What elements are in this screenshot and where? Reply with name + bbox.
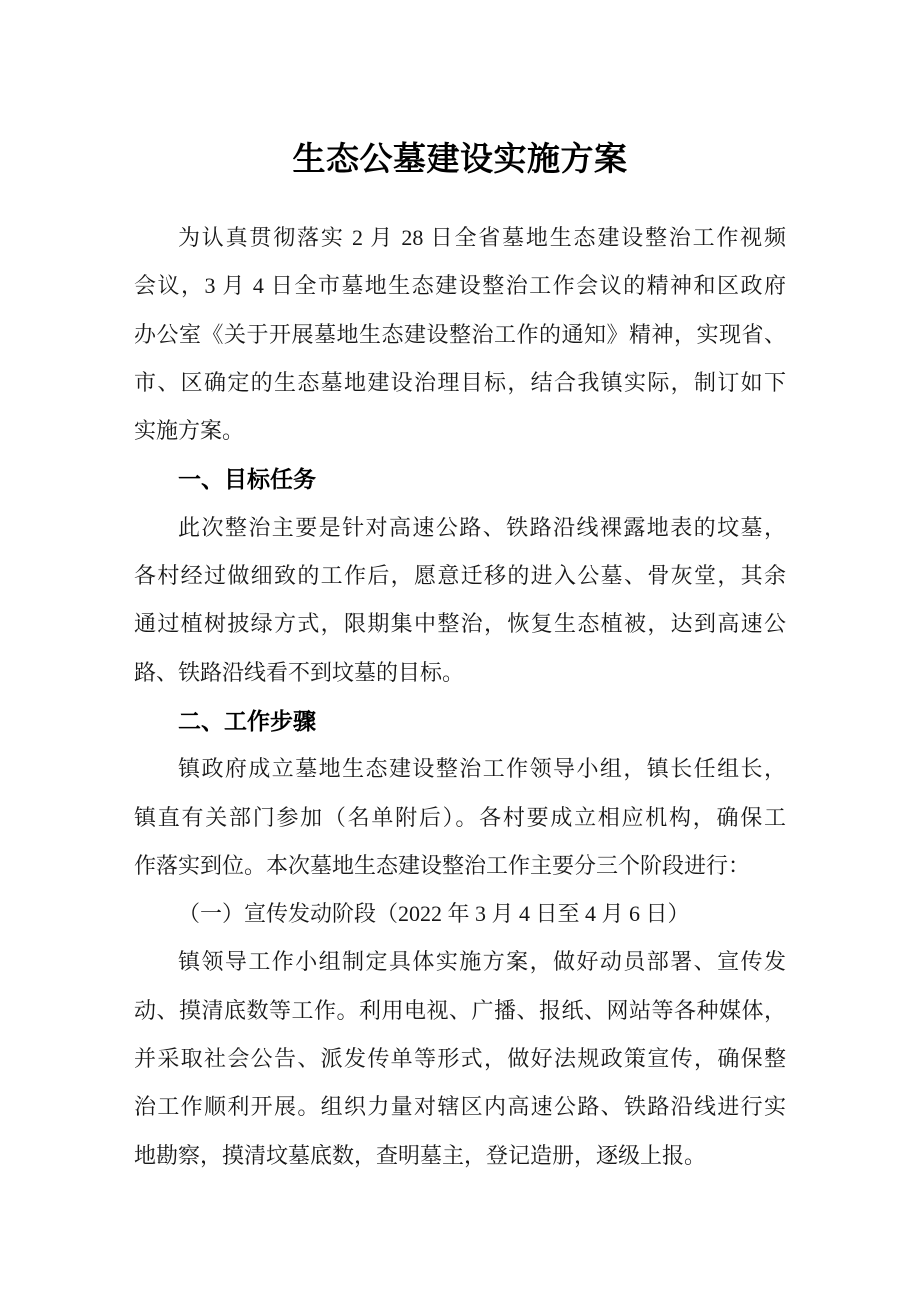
section-1-paragraph-line: 各村经过做细致的工作后，愿意迁移的进入公墓、骨灰堂，其余 bbox=[134, 563, 786, 589]
stage-1-paragraph-line: 治工作顺利开展。组织力量对辖区内高速公路、铁路沿线进行实 bbox=[134, 1094, 786, 1120]
stage-1-paragraph-line: 动、摸清底数等工作。利用电视、广播、报纸、网站等各种媒体， bbox=[134, 997, 786, 1023]
intro-paragraph-line: 会议，3 月 4 日全市墓地生态建设整治工作会议的精神和区政府 bbox=[134, 273, 786, 299]
section-1-paragraph-line: 路、铁路沿线看不到坟墓的目标。 bbox=[134, 659, 465, 685]
section-1-paragraph-line: 通过植树披绿方式，限期集中整治，恢复生态植被，达到高速公 bbox=[134, 611, 786, 637]
section-1-paragraph-line: 此次整治主要是针对高速公路、铁路沿线裸露地表的坟墓， bbox=[178, 514, 786, 540]
section-2-heading: 二、工作步骤 bbox=[178, 707, 316, 734]
intro-paragraph-line: 办公室《关于开展墓地生态建设整治工作的通知》精神，实现省、 bbox=[134, 321, 786, 347]
stage-1-paragraph-line: 地勘察，摸清坟墓底数，查明墓主，登记造册，逐级上报。 bbox=[134, 1142, 707, 1168]
stage-1-heading: （一）宣传发动阶段（2022 年 3 月 4 日至 4 月 6 日） bbox=[178, 901, 690, 927]
stage-1-paragraph-line: 镇领导工作小组制定具体实施方案，做好动员部署、宣传发 bbox=[178, 949, 786, 975]
document-title: 生态公墓建设实施方案 bbox=[292, 140, 628, 177]
intro-paragraph-line: 市、区确定的生态墓地建设治理目标，结合我镇实际，制订如下 bbox=[134, 369, 786, 395]
stage-1-paragraph-line: 并采取社会公告、派发传单等形式，做好法规政策宣传，确保整 bbox=[134, 1046, 786, 1072]
section-1-heading: 一、目标任务 bbox=[178, 466, 316, 493]
intro-paragraph-line: 为认真贯彻落实 2 月 28 日全省墓地生态建设整治工作视频 bbox=[178, 225, 786, 250]
intro-paragraph-line: 实施方案。 bbox=[134, 418, 245, 444]
section-2-paragraph-line: 镇政府成立墓地生态建设整治工作领导小组，镇长任组长， bbox=[178, 756, 786, 782]
section-2-paragraph-line: 作落实到位。本次墓地生态建设整治工作主要分三个阶段进行： bbox=[134, 852, 751, 878]
document-body bbox=[134, 214, 786, 1180]
section-2-paragraph-line: 镇直有关部门参加（名单附后）。各村要成立相应机构，确保工 bbox=[134, 804, 786, 830]
